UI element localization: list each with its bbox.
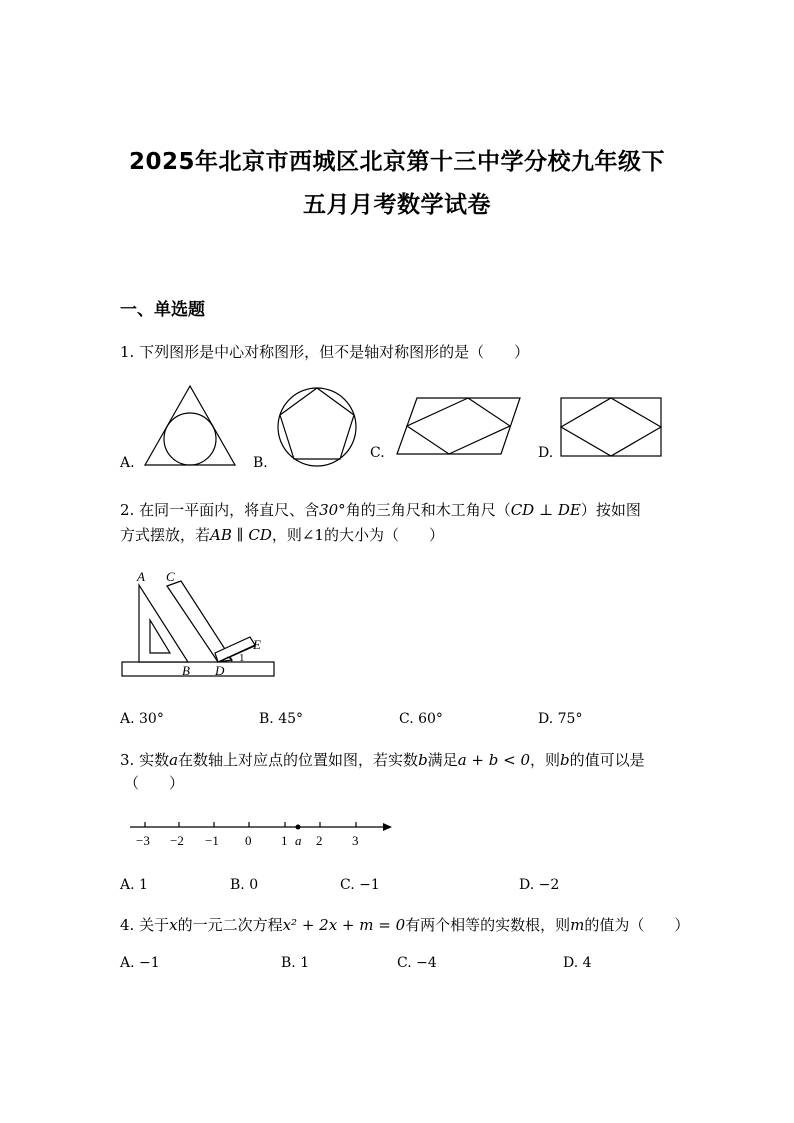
q4-equation: x² + 2x + m = 0 (282, 916, 406, 934)
q2-text-part: 2. 在同一平面内，将直尺、含 (120, 501, 320, 519)
arrow-icon (383, 823, 392, 831)
question-1-figures (110, 380, 680, 475)
q2-text-part: 方式摆放，若 (120, 526, 211, 544)
question-3-line-1 (120, 749, 645, 770)
label-A: A (137, 569, 145, 584)
q3-inequality: a + b < 0 (457, 751, 530, 769)
tick-label: −2 (170, 833, 184, 848)
section-heading: 一、单选题 (120, 300, 205, 320)
q2-option-c: C. 60° (399, 711, 443, 727)
q4-text-part: 有两个相等的实数根，则 (405, 916, 571, 934)
label-D: D (215, 663, 225, 678)
q1-option-c: C. (370, 445, 385, 461)
q4-text-part: 4. 关于 (120, 916, 170, 934)
q1-option-d: D. (538, 445, 554, 461)
point-a-label: a (295, 833, 302, 848)
question-2-figure (115, 565, 285, 685)
q3-text-part: 在数轴上对应点的位置如图，若实数 (178, 751, 419, 769)
label-B: B (182, 663, 190, 678)
q2-perpendicular-condition: CD ⊥ DE (510, 501, 581, 519)
q3-text-part: 的值可以是 (569, 751, 645, 769)
q4-var-m: m (570, 916, 585, 934)
q2-text-part: ，则∠1的大小为（ ） (271, 526, 444, 544)
tick-label: 1 (281, 833, 288, 848)
figure-c-parallelogram (397, 398, 520, 454)
q4-option-d: D. 4 (563, 955, 592, 971)
point-a (296, 825, 301, 830)
q4-option-c: C. −4 (397, 955, 437, 971)
label-C: C (166, 569, 175, 584)
q2-angle-30: 30° (319, 501, 346, 519)
title-line-1: 2025年北京市西城区北京第十三中学分校九年级下 (128, 149, 665, 175)
q4-option-b: B. 1 (281, 955, 310, 971)
q4-text-part: 的值为（ ） (584, 916, 690, 934)
q1-option-b: B. (253, 455, 268, 471)
q3-option-d: D. −2 (519, 877, 560, 893)
tick-label: 2 (316, 833, 323, 848)
q3-text-part: 满足 (427, 751, 458, 769)
ruler (122, 662, 274, 676)
q2-option-d: D. 75° (538, 711, 583, 727)
tick-label: 3 (352, 833, 359, 848)
figure-a-triangle-incircle (145, 386, 235, 465)
q3-option-b: B. 0 (230, 877, 259, 893)
q3-text-part: ，则 (530, 751, 561, 769)
label-E: E (253, 637, 261, 652)
figure-b-circle-pentagon (278, 388, 356, 466)
q3-var-b: b (560, 751, 570, 769)
q2-text-part: ）按如图 (580, 501, 641, 519)
title-line-2: 五月月考数学试卷 (303, 192, 491, 218)
label-angle-1: 1 (239, 652, 245, 664)
q4-var-x: x (169, 916, 178, 934)
question-2-line-2 (120, 524, 444, 545)
tick-label: −1 (205, 833, 219, 848)
question-1-text: 1. 下列图形是中心对称图形，但不是轴对称图形的是（ ） (120, 343, 530, 361)
q4-option-a: A. −1 (120, 955, 160, 971)
question-3-line-2: （ ） (124, 774, 185, 792)
q3-option-c: C. −1 (340, 877, 380, 893)
q2-option-a: A. 30° (120, 711, 164, 727)
q2-option-b: B. 45° (259, 711, 304, 727)
question-3-number-line (120, 815, 400, 855)
tick-label: −3 (136, 833, 150, 848)
q3-text-part: 3. 实数 (120, 751, 170, 769)
question-2-line-1 (120, 499, 641, 520)
q3-option-a: A. 1 (120, 877, 148, 893)
tick-label: 0 (245, 833, 252, 848)
q1-option-a: A. (120, 455, 135, 471)
figure-d-rectangle-rhombus (561, 398, 661, 456)
question-4-text (120, 914, 689, 935)
q3-var-b: b (418, 751, 428, 769)
q2-text-part: 角的三角尺和木工角尺（ (345, 501, 511, 519)
q3-var-a: a (169, 751, 179, 769)
q2-parallel-condition: AB ∥ CD (210, 526, 272, 544)
q4-text-part: 的一元二次方程 (177, 916, 283, 934)
